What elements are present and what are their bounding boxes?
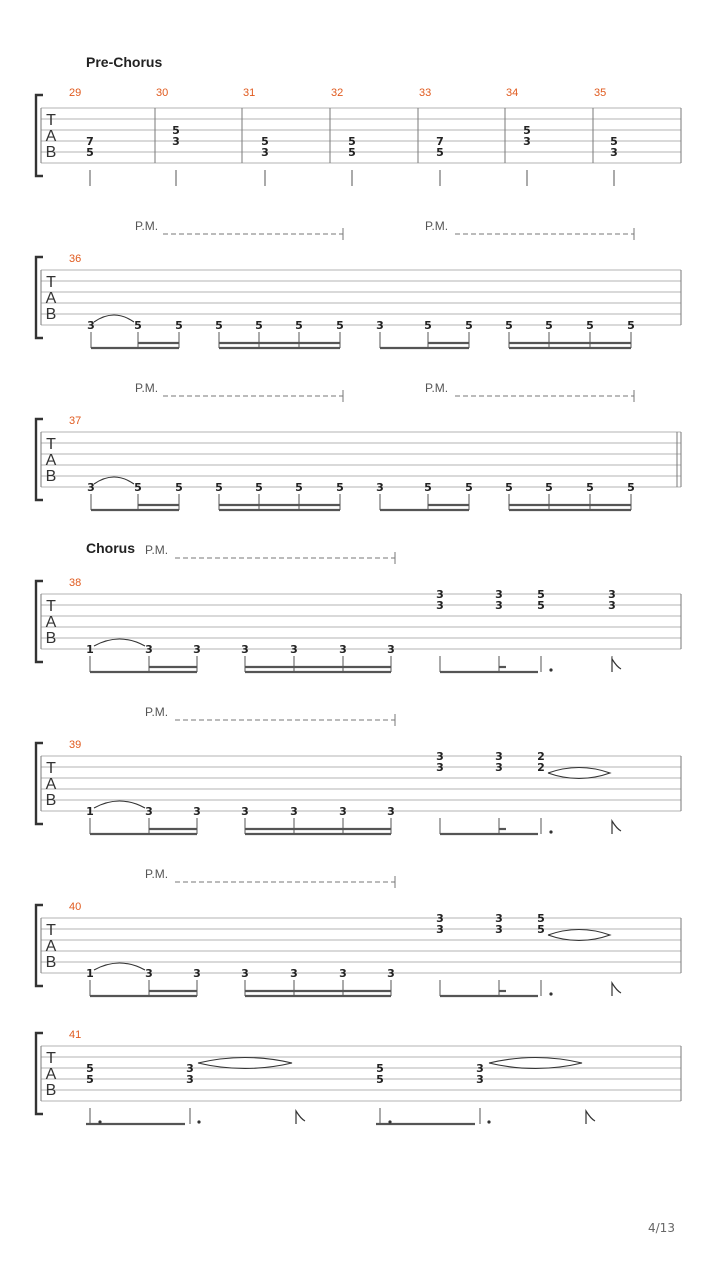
tab-system-1 [36, 54, 681, 186]
fret-number: 5 [537, 599, 545, 612]
rhythm-dot [549, 992, 552, 995]
tie-arc [94, 315, 134, 322]
fret-number: 3 [436, 923, 444, 936]
tab-system-4 [36, 540, 681, 672]
fret-number: 5 [545, 481, 553, 494]
tab-clef-letter: T [46, 274, 56, 291]
fret-number: 5 [586, 481, 594, 494]
fret-number: 5 [134, 481, 142, 494]
tab-system-6 [36, 867, 681, 996]
rhythm-dot [98, 1120, 101, 1123]
tab-clef-letter: T [46, 436, 56, 453]
fret-number: 5 [215, 481, 223, 494]
tab-clef-letter: B [45, 954, 57, 971]
measure-number: 30 [156, 87, 169, 99]
tab-clef-letter: T [46, 1050, 56, 1067]
fret-number: 3 [376, 481, 384, 494]
fret-number: 5 [436, 146, 444, 159]
fret-number: 3 [290, 967, 298, 980]
tab-clef-letter: A [45, 1066, 57, 1083]
fret-number: 5 [424, 319, 432, 332]
fret-number: 5 [172, 124, 180, 137]
fret-number: 3 [436, 750, 444, 763]
tab-clef-letter: B [45, 144, 57, 161]
fret-number: 3 [436, 761, 444, 774]
system-bracket [36, 257, 43, 338]
tab-clef-letter: A [45, 452, 57, 469]
fret-number: 7 [436, 135, 444, 148]
fret-number: 3 [387, 643, 395, 656]
fret-number: 3 [87, 319, 95, 332]
fret-number: 1 [86, 967, 94, 980]
fret-number: 1 [86, 643, 94, 656]
fret-number: 5 [86, 1062, 94, 1075]
fret-number: 3 [193, 805, 201, 818]
fret-number: 3 [145, 643, 153, 656]
tie-arc [94, 801, 145, 808]
fret-number: 3 [436, 588, 444, 601]
measure-number: 41 [69, 1029, 82, 1041]
tab-clef-letter: A [45, 776, 57, 793]
rhythm-dot [197, 1120, 200, 1123]
fret-number: 3 [495, 588, 503, 601]
fret-number: 5 [336, 319, 344, 332]
tab-clef-letter: A [45, 290, 57, 307]
fret-number: 5 [627, 481, 635, 494]
fret-number: 5 [175, 481, 183, 494]
fret-number: 3 [610, 146, 618, 159]
tie-lens [489, 1058, 582, 1069]
system-bracket [36, 743, 43, 824]
fret-number: 3 [290, 643, 298, 656]
fret-number: 5 [376, 1073, 384, 1086]
tab-system-7 [36, 1029, 681, 1124]
tab-clef-letter: A [45, 128, 57, 145]
fret-number: 5 [537, 588, 545, 601]
fret-number: 5 [86, 146, 94, 159]
fret-number: 3 [376, 319, 384, 332]
fret-number: 5 [505, 481, 513, 494]
palm-mute-label: P.M. [425, 219, 449, 233]
palm-mute-label: P.M. [145, 867, 169, 881]
measure-number: 40 [69, 901, 82, 913]
tab-clef-letter: A [45, 614, 57, 631]
measure-number: 38 [69, 577, 82, 589]
section-label: Pre-Chorus [86, 54, 163, 70]
fret-number: 5 [295, 481, 303, 494]
fret-number: 5 [336, 481, 344, 494]
fret-number: 3 [495, 599, 503, 612]
fret-number: 3 [476, 1062, 484, 1075]
measure-number: 31 [243, 87, 256, 99]
rhythm-flag [612, 983, 621, 996]
fret-number: 5 [255, 481, 263, 494]
fret-number: 3 [387, 805, 395, 818]
tab-clef-letter: A [45, 938, 57, 955]
fret-number: 3 [339, 643, 347, 656]
fret-number: 5 [175, 319, 183, 332]
fret-number: 5 [86, 1073, 94, 1086]
rhythm-dot [549, 830, 552, 833]
palm-mute-label: P.M. [135, 381, 159, 395]
tie-arc [94, 963, 145, 970]
tab-clef-letter: B [45, 1082, 57, 1099]
fret-number: 3 [261, 146, 269, 159]
fret-number: 5 [545, 319, 553, 332]
measure-number: 37 [69, 415, 82, 427]
fret-number: 5 [465, 481, 473, 494]
fret-number: 3 [145, 805, 153, 818]
palm-mute-label: P.M. [425, 381, 449, 395]
rhythm-flag [296, 1111, 305, 1124]
tab-clef-letter: B [45, 792, 57, 809]
fret-number: 2 [537, 750, 545, 763]
palm-mute-label: P.M. [145, 705, 169, 719]
fret-number: 3 [436, 599, 444, 612]
tab-clef-letter: T [46, 598, 56, 615]
rhythm-flag [586, 1111, 595, 1124]
fret-number: 7 [86, 135, 94, 148]
rhythm-flag [612, 659, 621, 672]
fret-number: 3 [339, 967, 347, 980]
fret-number: 5 [376, 1062, 384, 1075]
measure-number: 39 [69, 739, 82, 751]
fret-number: 3 [339, 805, 347, 818]
fret-number: 3 [193, 967, 201, 980]
tie-lens [198, 1058, 292, 1069]
fret-number: 3 [608, 599, 616, 612]
fret-number: 3 [290, 805, 298, 818]
system-bracket [36, 905, 43, 986]
fret-number: 5 [215, 319, 223, 332]
fret-number: 3 [495, 761, 503, 774]
tab-system-3 [36, 381, 681, 510]
fret-number: 3 [436, 912, 444, 925]
measure-number: 29 [69, 87, 82, 99]
fret-number: 3 [476, 1073, 484, 1086]
fret-number: 2 [537, 761, 545, 774]
fret-number: 5 [465, 319, 473, 332]
fret-number: 3 [193, 643, 201, 656]
fret-number: 5 [505, 319, 513, 332]
tab-system-2 [36, 219, 681, 348]
tie-lens [548, 930, 610, 941]
rhythm-dot [487, 1120, 490, 1123]
fret-number: 3 [608, 588, 616, 601]
fret-number: 3 [495, 912, 503, 925]
fret-number: 5 [627, 319, 635, 332]
fret-number: 1 [86, 805, 94, 818]
tab-clef-letter: B [45, 630, 57, 647]
fret-number: 5 [537, 912, 545, 925]
fret-number: 3 [523, 135, 531, 148]
measure-number: 34 [506, 87, 519, 99]
measure-number: 35 [594, 87, 607, 99]
measure-number: 32 [331, 87, 344, 99]
fret-number: 5 [348, 135, 356, 148]
palm-mute-label: P.M. [145, 543, 169, 557]
tab-clef-letter: B [45, 468, 57, 485]
fret-number: 5 [610, 135, 618, 148]
system-bracket [36, 419, 43, 500]
system-bracket [36, 95, 43, 176]
tie-arc [94, 477, 134, 484]
fret-number: 3 [172, 135, 180, 148]
fret-number: 5 [134, 319, 142, 332]
fret-number: 5 [537, 923, 545, 936]
fret-number: 5 [348, 146, 356, 159]
fret-number: 3 [186, 1062, 194, 1075]
tab-clef-letter: T [46, 922, 56, 939]
tab-clef-letter: T [46, 112, 56, 129]
system-bracket [36, 1033, 43, 1114]
rhythm-dot [388, 1120, 391, 1123]
palm-mute-label: P.M. [135, 219, 159, 233]
fret-number: 5 [424, 481, 432, 494]
system-bracket [36, 581, 43, 662]
measure-number: 33 [419, 87, 432, 99]
fret-number: 5 [255, 319, 263, 332]
tab-clef-letter: B [45, 306, 57, 323]
fret-number: 3 [241, 805, 249, 818]
tab-clef-letter: T [46, 760, 56, 777]
tie-lens [548, 768, 610, 779]
measure-number: 36 [69, 253, 82, 265]
fret-number: 3 [241, 643, 249, 656]
tab-system-5 [36, 705, 681, 834]
fret-number: 5 [523, 124, 531, 137]
rhythm-flag [612, 821, 621, 834]
rhythm-dot [549, 668, 552, 671]
fret-number: 3 [495, 923, 503, 936]
section-label: Chorus [86, 540, 135, 556]
fret-number: 3 [387, 967, 395, 980]
fret-number: 3 [145, 967, 153, 980]
fret-number: 3 [495, 750, 503, 763]
fret-number: 3 [241, 967, 249, 980]
fret-number: 5 [261, 135, 269, 148]
fret-number: 3 [87, 481, 95, 494]
page-number: 4/13 [648, 1221, 675, 1235]
fret-number: 5 [586, 319, 594, 332]
fret-number: 5 [295, 319, 303, 332]
fret-number: 3 [186, 1073, 194, 1086]
tie-arc [94, 639, 145, 646]
